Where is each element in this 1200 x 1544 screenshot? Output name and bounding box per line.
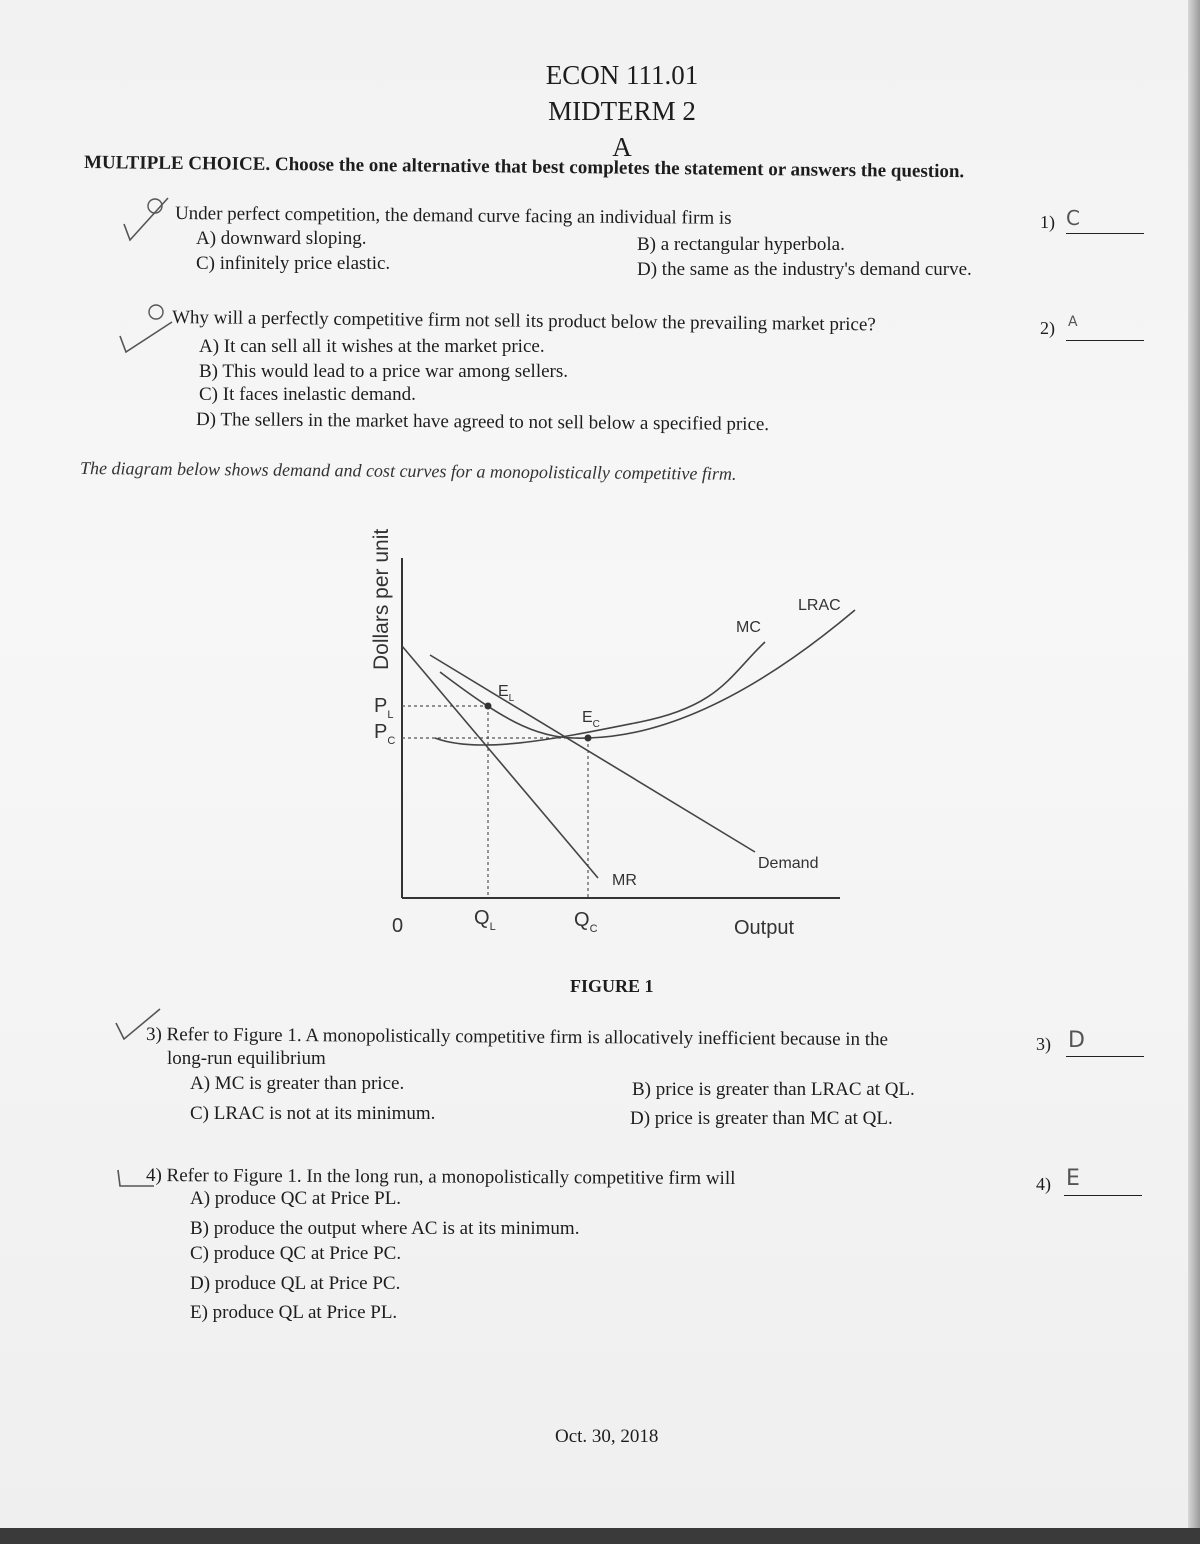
question-2-stem: Why will a perfectly competitive firm not sell its product below the prevailing market price? xyxy=(171,307,876,336)
course-title: ECON 111.01 xyxy=(545,60,699,90)
answer-1-number: 1) xyxy=(1040,212,1055,232)
answer-1-line xyxy=(1066,233,1144,234)
mc-label: MC xyxy=(736,619,761,636)
ql-label: $Q_L$ xyxy=(474,907,496,933)
answer-4-value: E xyxy=(1066,1166,1080,1191)
question-1-option-c: C) infinitely price elastic. xyxy=(196,253,391,274)
answer-4-line xyxy=(1064,1195,1142,1196)
question-3-stem-line1: Refer to Figure 1. A monopolistically competitive firm is allocatively inefficient because in the xyxy=(166,1024,889,1051)
instructions-lead: MULTIPLE CHOICE. xyxy=(83,152,271,175)
exam-date: Oct. 30, 2018 xyxy=(555,1426,659,1447)
exam-version: A xyxy=(612,132,632,162)
answer-2-value: A xyxy=(1068,314,1078,330)
figure-label: FIGURE 1 xyxy=(570,976,654,996)
question-1-option-a: A) downward sloping. xyxy=(196,228,367,249)
question-1-option-b: B) a rectangular hyperbola. xyxy=(637,234,845,255)
answer-3-line xyxy=(1066,1056,1144,1057)
mc-curve xyxy=(435,642,765,745)
diagram-caption: The diagram below shows demand and cost curves for a monopolistically competitive firm. xyxy=(79,458,737,484)
page-edge-bottom xyxy=(0,1528,1200,1544)
pl-label: $P_L$ xyxy=(374,695,394,721)
mr-curve xyxy=(402,646,598,878)
ec-label: $E_C$ xyxy=(582,709,600,730)
question-3-stem-line2: long-run equilibrium xyxy=(167,1048,326,1069)
qc-label: $Q_C$ xyxy=(574,909,598,935)
question-3-number: 3) Refer to Figure 1. A monopolistically competitive firm is allocatively inefficient because in the xyxy=(145,1024,889,1051)
lrac-curve xyxy=(440,610,855,738)
pc-label: $P_C$ xyxy=(374,721,396,747)
question-2-option-c: C) It faces inelastic demand. xyxy=(199,384,416,405)
x-axis-label: Output xyxy=(734,917,795,939)
mr-label: MR xyxy=(612,872,637,889)
demand-label: Demand xyxy=(758,855,819,872)
y-axis-label: Dollars per unit xyxy=(370,528,393,670)
question-4-option-d: D) produce QL at Price PC. xyxy=(190,1273,401,1294)
instructions-text: Choose the one alternative that best completes the statement or answers the question. xyxy=(274,153,965,183)
instructions xyxy=(84,152,964,183)
el-label: $E_L$ xyxy=(498,683,515,704)
exam-title: MIDTERM 2 xyxy=(548,96,696,126)
question-4-option-c: C) produce QC at Price PC. xyxy=(190,1243,402,1264)
answer-3-value: D xyxy=(1068,1028,1085,1053)
lrac-label: LRAC xyxy=(798,597,841,614)
question-2-option-a: A) It can sell all it wishes at the market price. xyxy=(199,336,545,357)
question-3-option-a: A) MC is greater than price. xyxy=(190,1073,405,1094)
answer-2-line xyxy=(1066,340,1144,341)
question-3-option-c: C) LRAC is not at its minimum. xyxy=(190,1103,436,1124)
question-2-option-b: B) This would lead to a price war among sellers. xyxy=(199,361,568,382)
question-4-option-a: A) produce QC at Price PL. xyxy=(190,1188,402,1209)
figure-1-diagram xyxy=(340,500,860,950)
el-point xyxy=(485,703,492,710)
question-1-stem: Under perfect competition, the demand curve facing an individual firm is xyxy=(174,203,732,229)
question-1-option-d: D) the same as the industry's demand curve. xyxy=(637,259,972,280)
question-3-option-b: B) price is greater than LRAC at QL. xyxy=(632,1079,915,1100)
answer-3-number: 3) xyxy=(1036,1034,1051,1054)
question-2-option-d: D) The sellers in the market have agreed to not sell below a specified price. xyxy=(195,409,770,436)
question-4-option-b: B) produce the output where AC is at its minimum. xyxy=(190,1218,580,1239)
question-3-option-d: D) price is greater than MC at QL. xyxy=(630,1108,893,1129)
origin-label: 0 xyxy=(392,915,404,937)
question-4-number: 4) Refer to Figure 1. In the long run, a monopolistically competitive firm will xyxy=(145,1165,736,1190)
question-4-option-e: E) produce QL at Price PL. xyxy=(190,1302,398,1323)
question-4-stem: Refer to Figure 1. In the long run, a monopolistically competitive firm will xyxy=(166,1165,736,1190)
answer-2-number: 2) xyxy=(1040,318,1055,338)
page-edge-right xyxy=(1188,0,1200,1544)
demand-curve xyxy=(430,655,755,852)
ec-point xyxy=(585,735,592,742)
answer-4-number: 4) xyxy=(1036,1174,1051,1194)
checkmark-icon xyxy=(118,190,178,250)
answer-1-value: C xyxy=(1066,206,1080,230)
